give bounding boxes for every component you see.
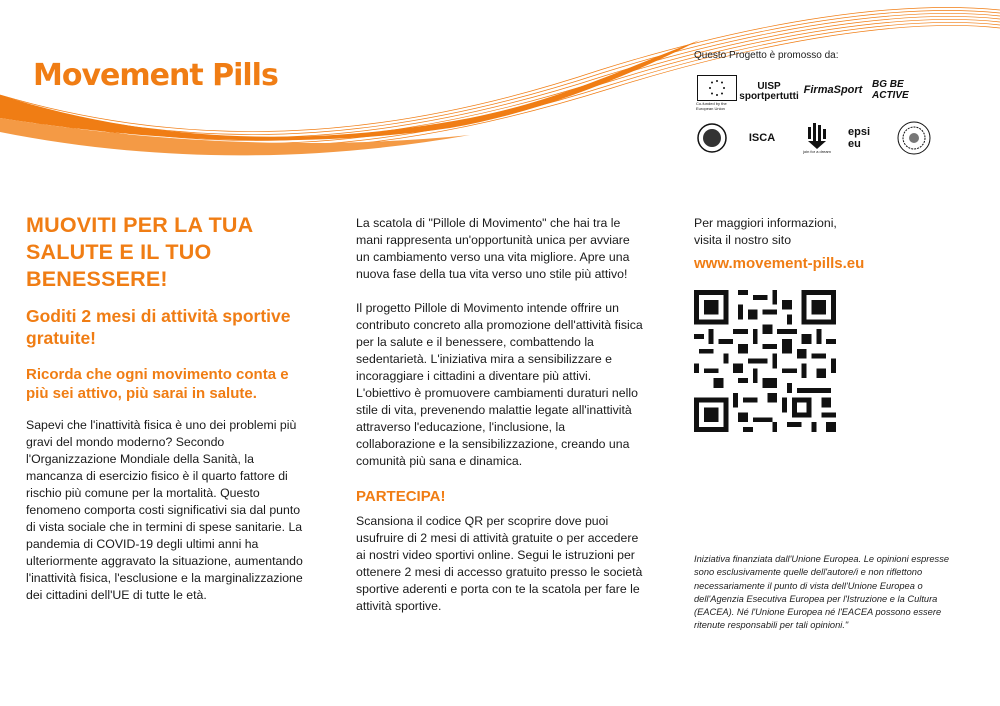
uisp-logo [739,78,799,106]
bgbeactive-label: BG BE ACTIVE [872,79,909,101]
eu-disclaimer: Iniziativa finanziata dall'Unione Europea. Le opinioni espresse sono esclusivamente quelle dell'autore/i e non riflettono necessariamente il punto di vista dell'Unione Europea o dell'Agenzia Esecutiva Europea per l'Istruzione e la Cultura (EACEA). Né l'Unione Europea né l'EACEA possono essere ritenute responsabili per tali opinioni." [694,554,950,631]
bgbeactive-logo [872,80,938,100]
box-paragraph: La scatola di "Pillole di Movimento" che hai tra le mani rappresenta un'opportunità unica per avviare un cambiamento verso una vita migliore. Apre una nuova fase della tua vita verso uno stile più attivo! [356,216,630,281]
epsi-label: epsi eu [848,126,871,150]
website-link[interactable]: www.movement-pills.eu [694,255,865,272]
project-paragraph: Il progetto Pillole di Movimento intende offrire un contributo concreto alla promozione dell'attività fisica per la salute e il benessere, combattendo la sedentarietà. L'iniziativa mira a sensibilizzare e incoraggiare i cittadini a diventare più attivi. L'obiettivo è promuovere cambiamenti duraturi nello stile di vita, prevenendo malattie legate all'inattività attraverso l'educazione, l'inclusione, la collaborazione e la sensibilizzazione, creando una comunità più sana e dinamica. [356,301,643,468]
partecipa-title: PARTECIPA! [356,488,446,505]
column-middle [356,215,646,615]
tagline: Ricorda che ogni movimento conta e più sei attivo, più sarai in salute. [26,366,289,402]
column-right [694,215,964,437]
circle-logo [896,120,932,156]
seal-logo [696,122,728,154]
info-line-2: visita il nostro sito [694,233,792,247]
uisp-label: UISP sportpertutti [739,81,799,102]
promoted-by-title: Questo Progetto è promosso da: [694,50,839,61]
epsi-logo [848,118,884,158]
joinforadream-label: join for a dream [803,148,831,154]
brand-logo: Movement Pills [33,58,278,93]
orange-wave-decoration [0,0,1000,200]
subheadline: Goditi 2 mesi di attività sportive gratuite! [26,306,291,348]
eu-flag-label: Co-funded by the European Union [696,101,727,111]
column-left [26,212,306,604]
intro-paragraph: Sapevi che l'inattività fisica è uno dei problemi più gravi del mondo moderno? Secondo l'Organizzazione Mondiale della Sanità, la mancanza di esercizio fisico è il quarto fattore di rischio più comune per la mortalità. Questo fenomeno comporta costi significativi sia dal punto di vista sociale che in termini di spese sanitarie. La pandemia di COVID-19 degli ultimi anni ha ulteriormente aggravato la situazione, aumentando l'inattività fisica, l'esclusione e la marginalizzazione dei cittadini dell'UE di tutte le età. [26,418,303,602]
eu-flag-icon [696,75,738,111]
headline: MUOVITI PER LA TUA SALUTE E IL TUO BENESSERE! [26,213,253,291]
joinforadream-logo [800,118,834,158]
isca-label: ISCA [748,132,776,144]
isca-logo [740,128,784,148]
partecipa-paragraph: Scansiona il codice QR per scoprire dove puoi usufruire di 2 mesi di attività gratuite o per accedere ai nostri video sportivi online. Segui le istruzioni per ottenere 2 mesi di accesso gratuito presso le società sportive aderenti e porta con te la scatola per fare le attività sportive. [356,514,643,613]
info-line-1: Per maggiori informazioni, [694,216,837,230]
qr-code-icon[interactable] [694,290,964,437]
firmasport-label: FirmaSport [803,84,863,96]
firmasport-logo [800,80,866,100]
